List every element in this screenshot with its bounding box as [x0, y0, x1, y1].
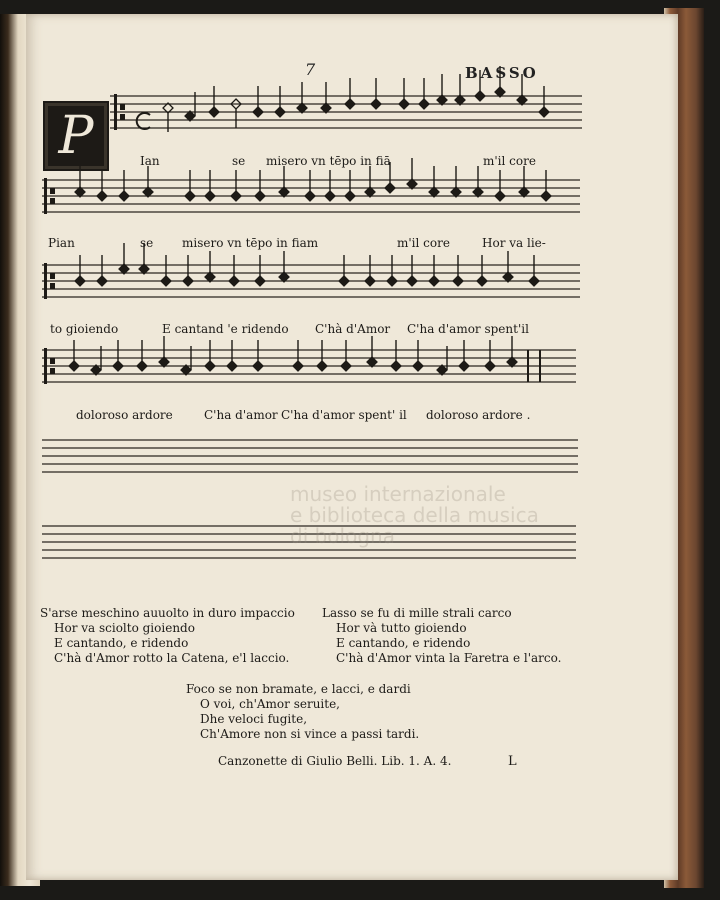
music-note: [275, 86, 285, 117]
lyric-syllable: Hor va lie-: [482, 236, 546, 250]
music-note: [495, 66, 505, 97]
music-note: [453, 255, 463, 286]
music-note: [137, 340, 147, 371]
music-note: [367, 336, 377, 367]
poem-line: S'arse meschino auuolto in duro impaccio: [40, 606, 295, 620]
poem-line: Ch'Amore non si vince a passi tardi.: [200, 727, 420, 741]
poem-stanza-right: [322, 606, 561, 666]
clef-mark: [50, 273, 55, 279]
music-note: [477, 255, 487, 286]
music-note: [97, 170, 107, 201]
music-note: [475, 70, 485, 101]
music-note: [255, 255, 265, 286]
music-note: [473, 166, 483, 197]
music-note: [161, 255, 171, 286]
music-note: [321, 82, 331, 113]
music-note: [371, 78, 381, 109]
music-note: [205, 170, 215, 201]
music-note: [75, 255, 85, 286]
lyric-syllable: se: [232, 154, 246, 168]
music-note: [345, 170, 355, 201]
music-note: [459, 340, 469, 371]
music-note: [529, 255, 539, 286]
music-note: [451, 166, 461, 197]
poem-line: E cantando, e ridendo: [336, 636, 471, 650]
music-note: [345, 78, 355, 109]
watermark-line: museo internazionale: [290, 482, 506, 506]
poem-line: Foco se non bramate, e lacci, e dardi: [186, 682, 411, 696]
clef-mark: [120, 104, 125, 110]
library-watermark: [290, 484, 539, 547]
music-note: [317, 340, 327, 371]
watermark-line: e biblioteca della musica: [290, 503, 539, 527]
music-note: [485, 340, 495, 371]
poem-line: C'hà d'Amor vinta la Faretra e l'arco.: [336, 651, 562, 665]
music-note: [159, 336, 169, 367]
music-note: [229, 255, 239, 286]
poem-line: Lasso se fu di mille strali carco: [322, 606, 512, 620]
lyric-syllable: m'il core: [483, 154, 536, 168]
clef-bar: [114, 94, 117, 130]
music-note: [507, 336, 517, 367]
music-note: [541, 170, 551, 201]
signature-mark: L: [508, 754, 517, 769]
mensuration-sign: [137, 113, 150, 129]
source-citation: Canzonette di Giulio Belli. Lib. 1. A. 4.: [218, 754, 452, 768]
music-note: [419, 78, 429, 109]
voice-part-label: BASSO: [465, 64, 539, 82]
lyric-syllable: se: [140, 236, 154, 250]
clef-mark: [50, 358, 55, 364]
lyric-syllable: C'hà d'Amor: [315, 322, 391, 336]
music-note: [365, 166, 375, 197]
page-number: 7: [305, 60, 316, 79]
music-note: [255, 170, 265, 201]
music-note: [185, 170, 195, 201]
poem-line: C'hà d'Amor rotto la Catena, e'l laccio.: [54, 651, 290, 665]
music-note: [413, 340, 423, 371]
music-note: [97, 255, 107, 286]
music-note: [455, 74, 465, 105]
music-note: [279, 166, 289, 197]
clef-bar: [44, 263, 47, 299]
music-note: [429, 255, 439, 286]
music-note: [365, 255, 375, 286]
music-note: [205, 340, 215, 371]
clef-bar: [44, 178, 47, 214]
music-note: [119, 170, 129, 201]
music-note: [113, 340, 123, 371]
poem-line: Dhe veloci fugite,: [200, 712, 308, 726]
music-note: [69, 340, 79, 371]
poem-line: O voi, ch'Amor seruite,: [200, 697, 340, 711]
music-note: [495, 170, 505, 201]
poem-envoi: [186, 682, 419, 742]
music-note: [75, 166, 85, 197]
watermark-line: di bologna: [290, 524, 395, 548]
music-note: [227, 340, 237, 371]
clef-mark: [50, 188, 55, 194]
music-note: [305, 170, 315, 201]
music-note: [399, 78, 409, 109]
music-note: [293, 340, 303, 371]
lyric-syllable: misero vn tēpo in fiā: [266, 154, 391, 168]
music-note: [205, 251, 215, 282]
music-note: [231, 170, 241, 201]
music-note: [253, 86, 263, 117]
music-note: [437, 74, 447, 105]
lyric-syllable: C'ha d'amor spent' il: [281, 408, 407, 422]
lyric-syllable: Ian: [140, 154, 160, 168]
lyric-syllable: C'ha d'amor: [204, 408, 278, 422]
lyric-syllable: to gioiendo: [50, 322, 119, 336]
lyric-syllable: m'il core: [397, 236, 450, 250]
music-note: [517, 74, 527, 105]
poem-line: Hor va sciolto gioiendo: [54, 621, 195, 635]
music-note: [183, 255, 193, 286]
music-note: [297, 82, 307, 113]
lyric-syllable: E cantand 'e ridendo: [162, 322, 289, 336]
music-note: [339, 255, 349, 286]
music-note: [119, 243, 129, 274]
poem-line: Hor và tutto gioiendo: [336, 621, 467, 635]
clef-mark: [120, 114, 125, 120]
music-note: [253, 340, 263, 371]
clef-mark: [50, 198, 55, 204]
music-note: [407, 158, 417, 189]
poem-stanza-left: [40, 606, 295, 666]
music-note: [325, 170, 335, 201]
music-note: [539, 86, 549, 117]
music-note: [429, 166, 439, 197]
lyric-syllable: doloroso ardore: [76, 408, 173, 422]
music-note: [341, 340, 351, 371]
decorated-initial: P: [43, 101, 109, 171]
music-note: [407, 255, 417, 286]
clef-mark: [50, 368, 55, 374]
lyric-syllable: C'ha d'amor spent'il: [407, 322, 529, 336]
lyric-syllable: doloroso ardore .: [426, 408, 531, 422]
music-note: [279, 251, 289, 282]
clef-mark: [50, 283, 55, 289]
lyric-syllable: Pian: [48, 236, 75, 250]
music-note: [143, 166, 153, 197]
lyric-syllable: misero vn tēpo in fiam: [182, 236, 319, 250]
music-note: [503, 251, 513, 282]
music-note: [391, 340, 401, 371]
poem-line: E cantando, e ridendo: [54, 636, 189, 650]
music-note: [209, 86, 219, 117]
music-note: [519, 166, 529, 197]
music-note: [387, 255, 397, 286]
clef-bar: [44, 348, 47, 384]
